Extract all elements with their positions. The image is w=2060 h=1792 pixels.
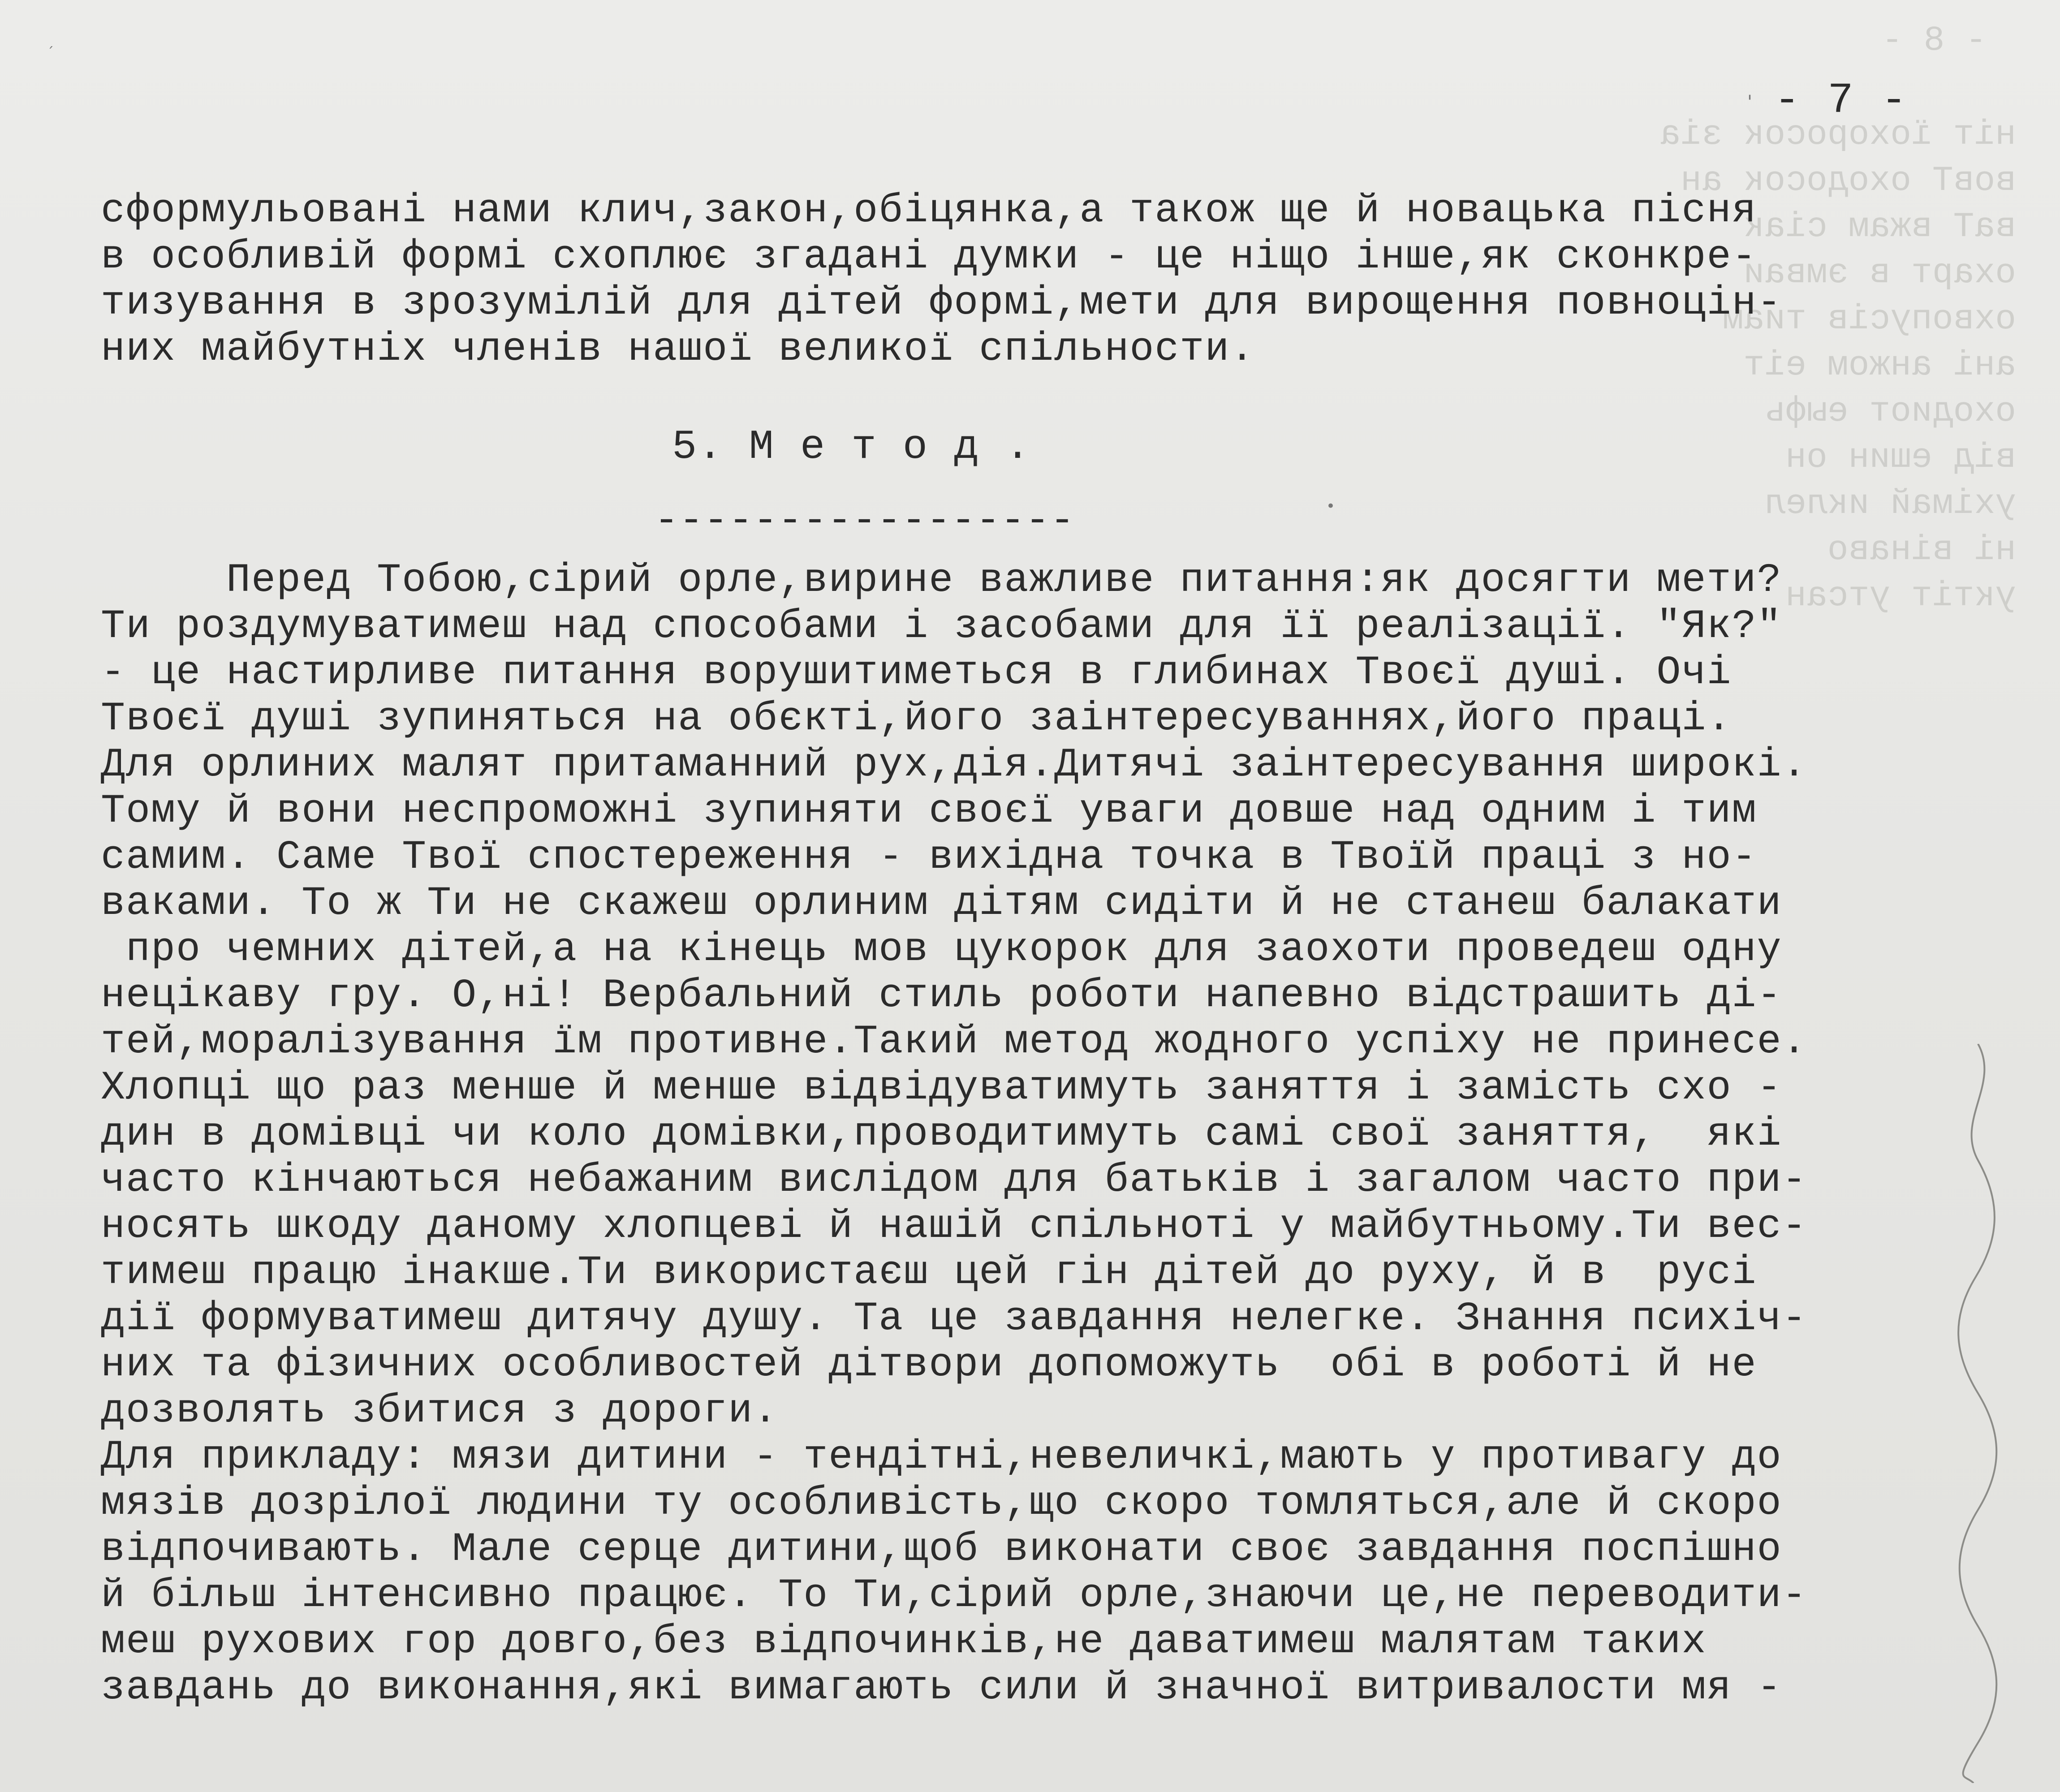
text-line: в особливій формі схоплює згадані думки - це ніщо інше,як сконкре- [101, 234, 1757, 280]
body-text [101, 558, 1807, 1711]
bleed-through-page-number: - 8 - [1882, 21, 1987, 60]
text-line: часто кінчаються небажаним вислідом для батьків і загалом часто при- [101, 1158, 1807, 1203]
text-line: мязів дозрілої людини ту особливість,що скоро томляться,але й скоро [101, 1481, 1782, 1526]
text-line: Твоєї душі зупиняться на обєкті,його заінтересуваннях,його праці. [101, 696, 1732, 742]
text-line: самим. Саме Твої спостереження - вихідна точка в Твоїй праці з но- [101, 835, 1757, 880]
text-line: тимеш працю інакше.Ти використаєш цей гін дітей до руху, й в русі [101, 1250, 1757, 1296]
text-line: сформульовані нами клич,закон,обіцянка,а також ще й новацька пісня [101, 188, 1757, 234]
text-line: Для прикладу: мязи дитини - тендітні,невеличкі,мають у противагу до [101, 1434, 1782, 1480]
wavy-margin-line [1951, 1044, 2023, 1783]
scan-speck: • [1326, 497, 1336, 515]
text-line: тизування в зрозумілій для дітей формі,мети для вирощення повноцін- [101, 280, 1782, 326]
text-line: них та фізичних особливостей дітвори допоможуть обі в роботі й не [101, 1342, 1757, 1388]
text-line: дин в домівці чи коло домівки,проводитимуть самі свої заняття, які [101, 1111, 1782, 1157]
text-line: дії формуватимеш дитячу душу. Та це завдання нелегке. Знання психіч- [101, 1296, 1807, 1342]
bleed-through-text: ніт їохоросок зіа вовТ оходосок ан ваТ вжам сіак охарт в эмваи охвопусів тиам ані анжом еіт оходиот еыфь від ешин он ухімай иклел ні вінаво уктіт утсан [1659, 115, 2016, 616]
text-line: нецікаву гру. О,ні! Вербальний стиль роботи напевно відстрашить ді- [101, 973, 1782, 1019]
text-line: відпочивають. Мале серце дитини,щоб виконати своє завдання поспішно [101, 1527, 1782, 1572]
text-line: про чемних дітей,а на кінець мов цукорок для заохоти проведеш одну [101, 927, 1782, 973]
text-line: Тому й вони неспроможні зупиняти своєї уваги довше над одним і тим [101, 788, 1757, 834]
scan-speck: ' [1747, 92, 1752, 112]
text-line: й більш інтенсивно працює. То Ти,сірий орле,знаючи це,не переводити- [101, 1573, 1807, 1619]
text-line: них майбутніх членів нашої великої спільности. [101, 327, 1255, 372]
text-line: Для орлиних малят притаманний рух,дія.Дитячі заінтересування широкі. [101, 742, 1807, 788]
text-line: меш рухових гор довго,без відпочинків,не даватимеш малятам таких [101, 1619, 1707, 1665]
intro-paragraph [101, 188, 1782, 373]
text-line: завдань до виконання,які вимагають сили й значної витривалости мя - [101, 1665, 1782, 1711]
text-line: - це настирливе питання ворушитиметься в глибинах Твоєї душі. Очі [101, 650, 1732, 696]
text-line: носять шкоду даному хлопцеві й нашій спільноті у майбутньому.Ти вес- [101, 1204, 1807, 1249]
text-line: тей,моралізування їм противне.Такий метод жодного успіху не принесе. [101, 1019, 1807, 1065]
text-line: дозволять збитися з дороги. [101, 1388, 779, 1434]
text-line: Ти роздумуватимеш над способами і засобами для її реалізації. "Як?" [101, 604, 1782, 650]
page-number: - 7 - [1774, 76, 1908, 125]
scan-speck: ˊ [47, 45, 54, 60]
section-heading-underline: ----------------- [654, 497, 1075, 544]
section-heading: 5. М е т о д . [672, 423, 1031, 470]
text-line: Хлопці що раз менше й менше відвідуватимуть заняття і замість схо - [101, 1065, 1782, 1111]
text-line: ваками. То ж Ти не скажеш орлиним дітям сидіти й не станеш балакати [101, 881, 1782, 926]
text-line: Перед Тобою,сірий орле,вирине важливе питання:як досягти мети? [101, 558, 1782, 603]
